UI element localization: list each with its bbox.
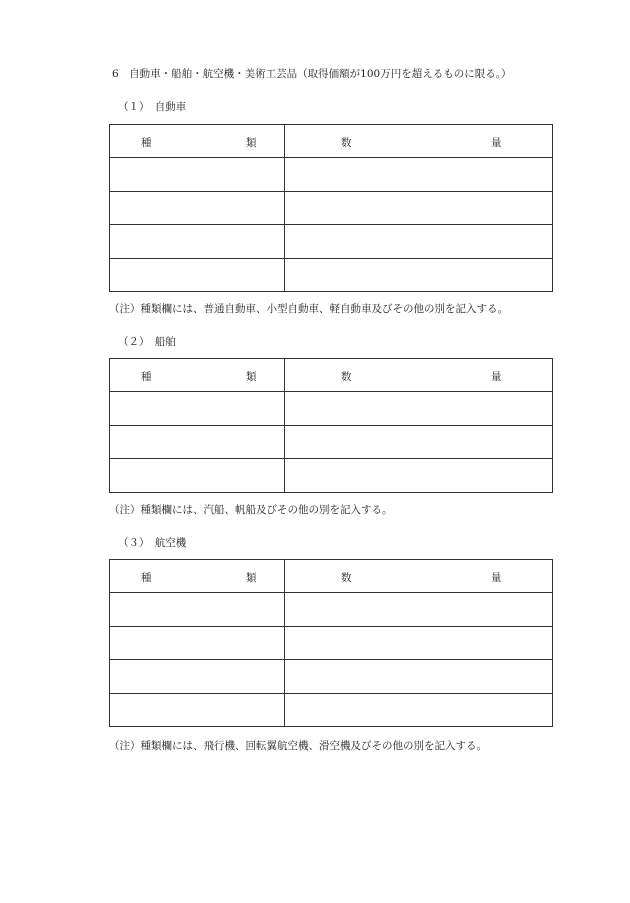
ship-table [109,358,553,493]
header-char: 種 [141,572,152,584]
table-row [110,158,553,191]
header-char: 類 [246,137,257,149]
header-char: 量 [491,137,502,149]
note-ship: （注）種類欄には、汽船、帆船及びその他の別を記入する。 [109,504,393,516]
type-cell[interactable] [110,459,285,492]
type-cell[interactable] [110,392,285,425]
type-column-header [110,125,285,158]
quantity-cell[interactable] [285,158,553,191]
type-cell[interactable] [110,660,285,693]
quantity-cell[interactable] [285,593,553,626]
table-header-row [110,359,553,392]
quantity-cell[interactable] [285,459,553,492]
quantity-cell[interactable] [285,191,553,224]
table-row [110,392,553,425]
type-cell[interactable] [110,191,285,224]
table-row [110,191,553,224]
header-char: 量 [491,572,502,584]
note-automobile: （注）種類欄には、普通自動車、小型自動車、軽自動車及びその他の別を記入する。 [109,303,508,315]
table-header-row [110,125,553,158]
subsection-title-aircraft: （３） 航空機 [118,537,187,549]
quantity-column-header [285,125,553,158]
header-char: 類 [246,572,257,584]
type-column-header [110,560,285,593]
table-row [110,258,553,291]
type-cell[interactable] [110,258,285,291]
quantity-column-header [285,560,553,593]
quantity-cell[interactable] [285,626,553,659]
quantity-cell[interactable] [285,225,553,258]
table-row [110,425,553,458]
header-char: 数 [341,572,352,584]
table-header-row [110,560,553,593]
quantity-column-header [285,359,553,392]
table-row [110,593,553,626]
type-cell[interactable] [110,626,285,659]
table-row [110,693,553,726]
table-row [110,660,553,693]
header-char: 数 [341,371,352,383]
subsection-title-automobile: （１） 自動車 [118,101,187,113]
automobile-table [109,124,553,292]
quantity-cell[interactable] [285,660,553,693]
table-row [110,459,553,492]
header-char: 類 [246,371,257,383]
header-char: 量 [491,371,502,383]
aircraft-table [109,559,553,727]
quantity-cell[interactable] [285,425,553,458]
quantity-cell[interactable] [285,693,553,726]
note-aircraft: （注）種類欄には、飛行機、回転翼航空機、滑空機及びその他の別を記入する。 [109,740,487,752]
subsection-title-ship: （２） 船舶 [118,336,176,348]
header-char: 数 [341,137,352,149]
type-cell[interactable] [110,425,285,458]
type-cell[interactable] [110,158,285,191]
type-cell[interactable] [110,225,285,258]
header-char: 種 [141,137,152,149]
table-row [110,225,553,258]
section-heading: 6 自動車・船舶・航空機・美術工芸品（取得価額が100万円を超えるものに限る。） [112,68,512,80]
quantity-cell[interactable] [285,258,553,291]
type-cell[interactable] [110,593,285,626]
header-char: 種 [141,371,152,383]
type-cell[interactable] [110,693,285,726]
type-column-header [110,359,285,392]
table-row [110,626,553,659]
quantity-cell[interactable] [285,392,553,425]
